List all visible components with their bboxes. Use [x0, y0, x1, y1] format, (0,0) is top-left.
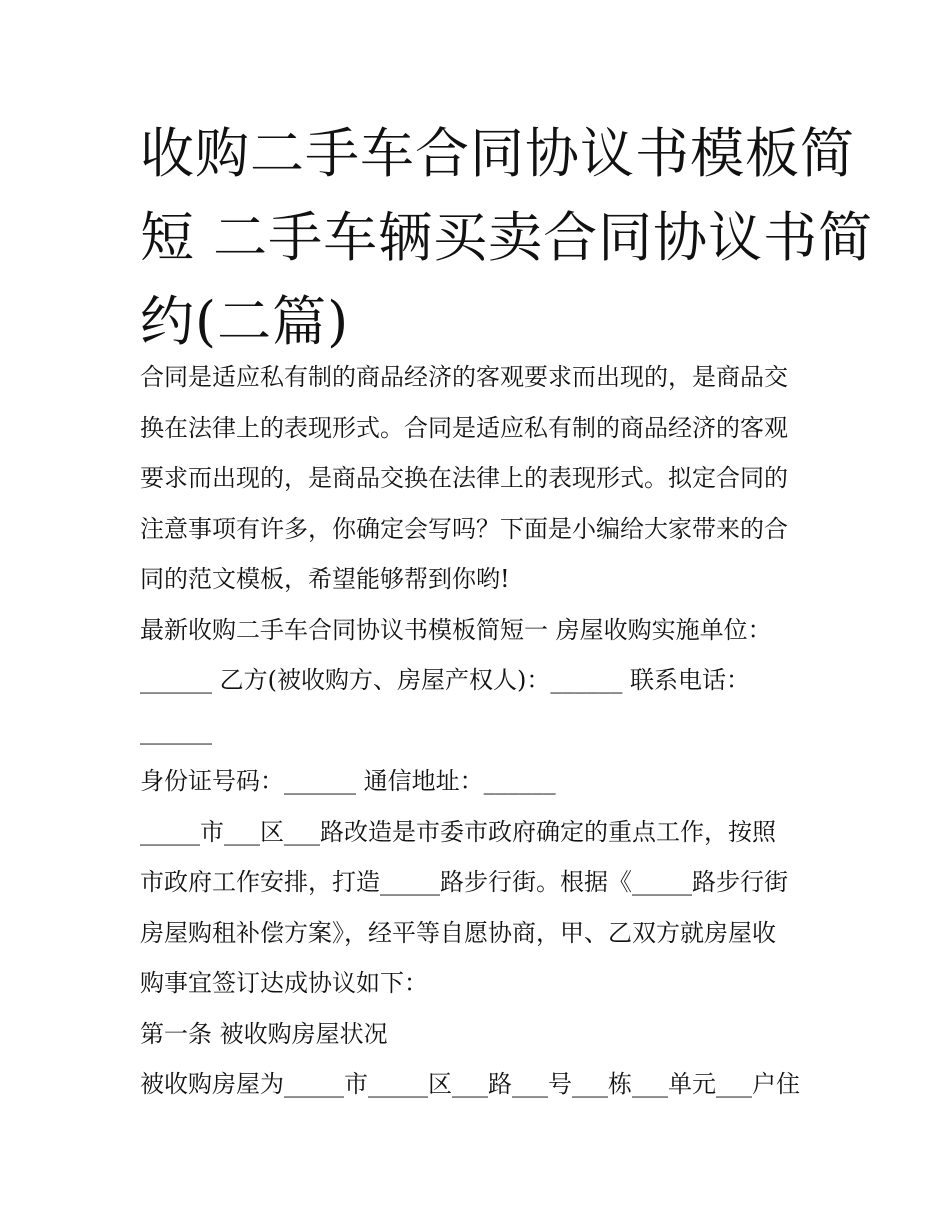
body-line: 市政府工作安排，打造_____路步行街。根据《_____路步行街 — [140, 868, 788, 896]
title-line: 短 二手车辆买卖合同协议书简 — [140, 206, 874, 269]
body-line: _____市___区___路改造是市委市政府确定的重点工作，按照 — [140, 817, 776, 846]
body-line: 身份证号码：______ 通信地址：______ — [140, 767, 556, 795]
body-line: 房屋购租补偿方案》，经平等自愿协商，甲、乙双方就房屋收 — [140, 918, 776, 947]
body-line: 注意事项有许多，你确定会写吗？下面是小编给大家带来的合 — [140, 514, 788, 543]
document-title — [140, 112, 874, 364]
body-line: ______ — [140, 716, 212, 745]
body-line: 合同是适应私有制的商品经济的客观要求而出现的，是商品交 — [140, 363, 788, 391]
body-line: 最新收购二手车合同协议书模板简短一 房屋收购实施单位： — [140, 615, 772, 644]
body-line: 同的范文模板，希望能够帮到你哟! — [140, 565, 510, 593]
body-line: 被收购房屋为_____市_____区___路___号___栋___单元___户住 — [140, 1070, 800, 1098]
body-line: 购事宜签订达成协议如下： — [140, 969, 428, 997]
section-heading: 第一条 被收购房屋状况 — [140, 1019, 388, 1048]
title-line: 收购二手车合同协议书模板简 — [140, 122, 855, 185]
body-line: 换在法律上的表现形式。合同是适应私有制的商品经济的客观 — [140, 413, 788, 442]
body-line: 要求而出现的，是商品交换在法律上的表现形式。拟定合同的 — [140, 464, 788, 492]
body-line: ______ 乙方(被收购方、房屋产权人)：______ 联系电话： — [140, 666, 750, 694]
title-line: 约(二篇) — [140, 290, 350, 353]
document-body — [140, 352, 830, 1110]
